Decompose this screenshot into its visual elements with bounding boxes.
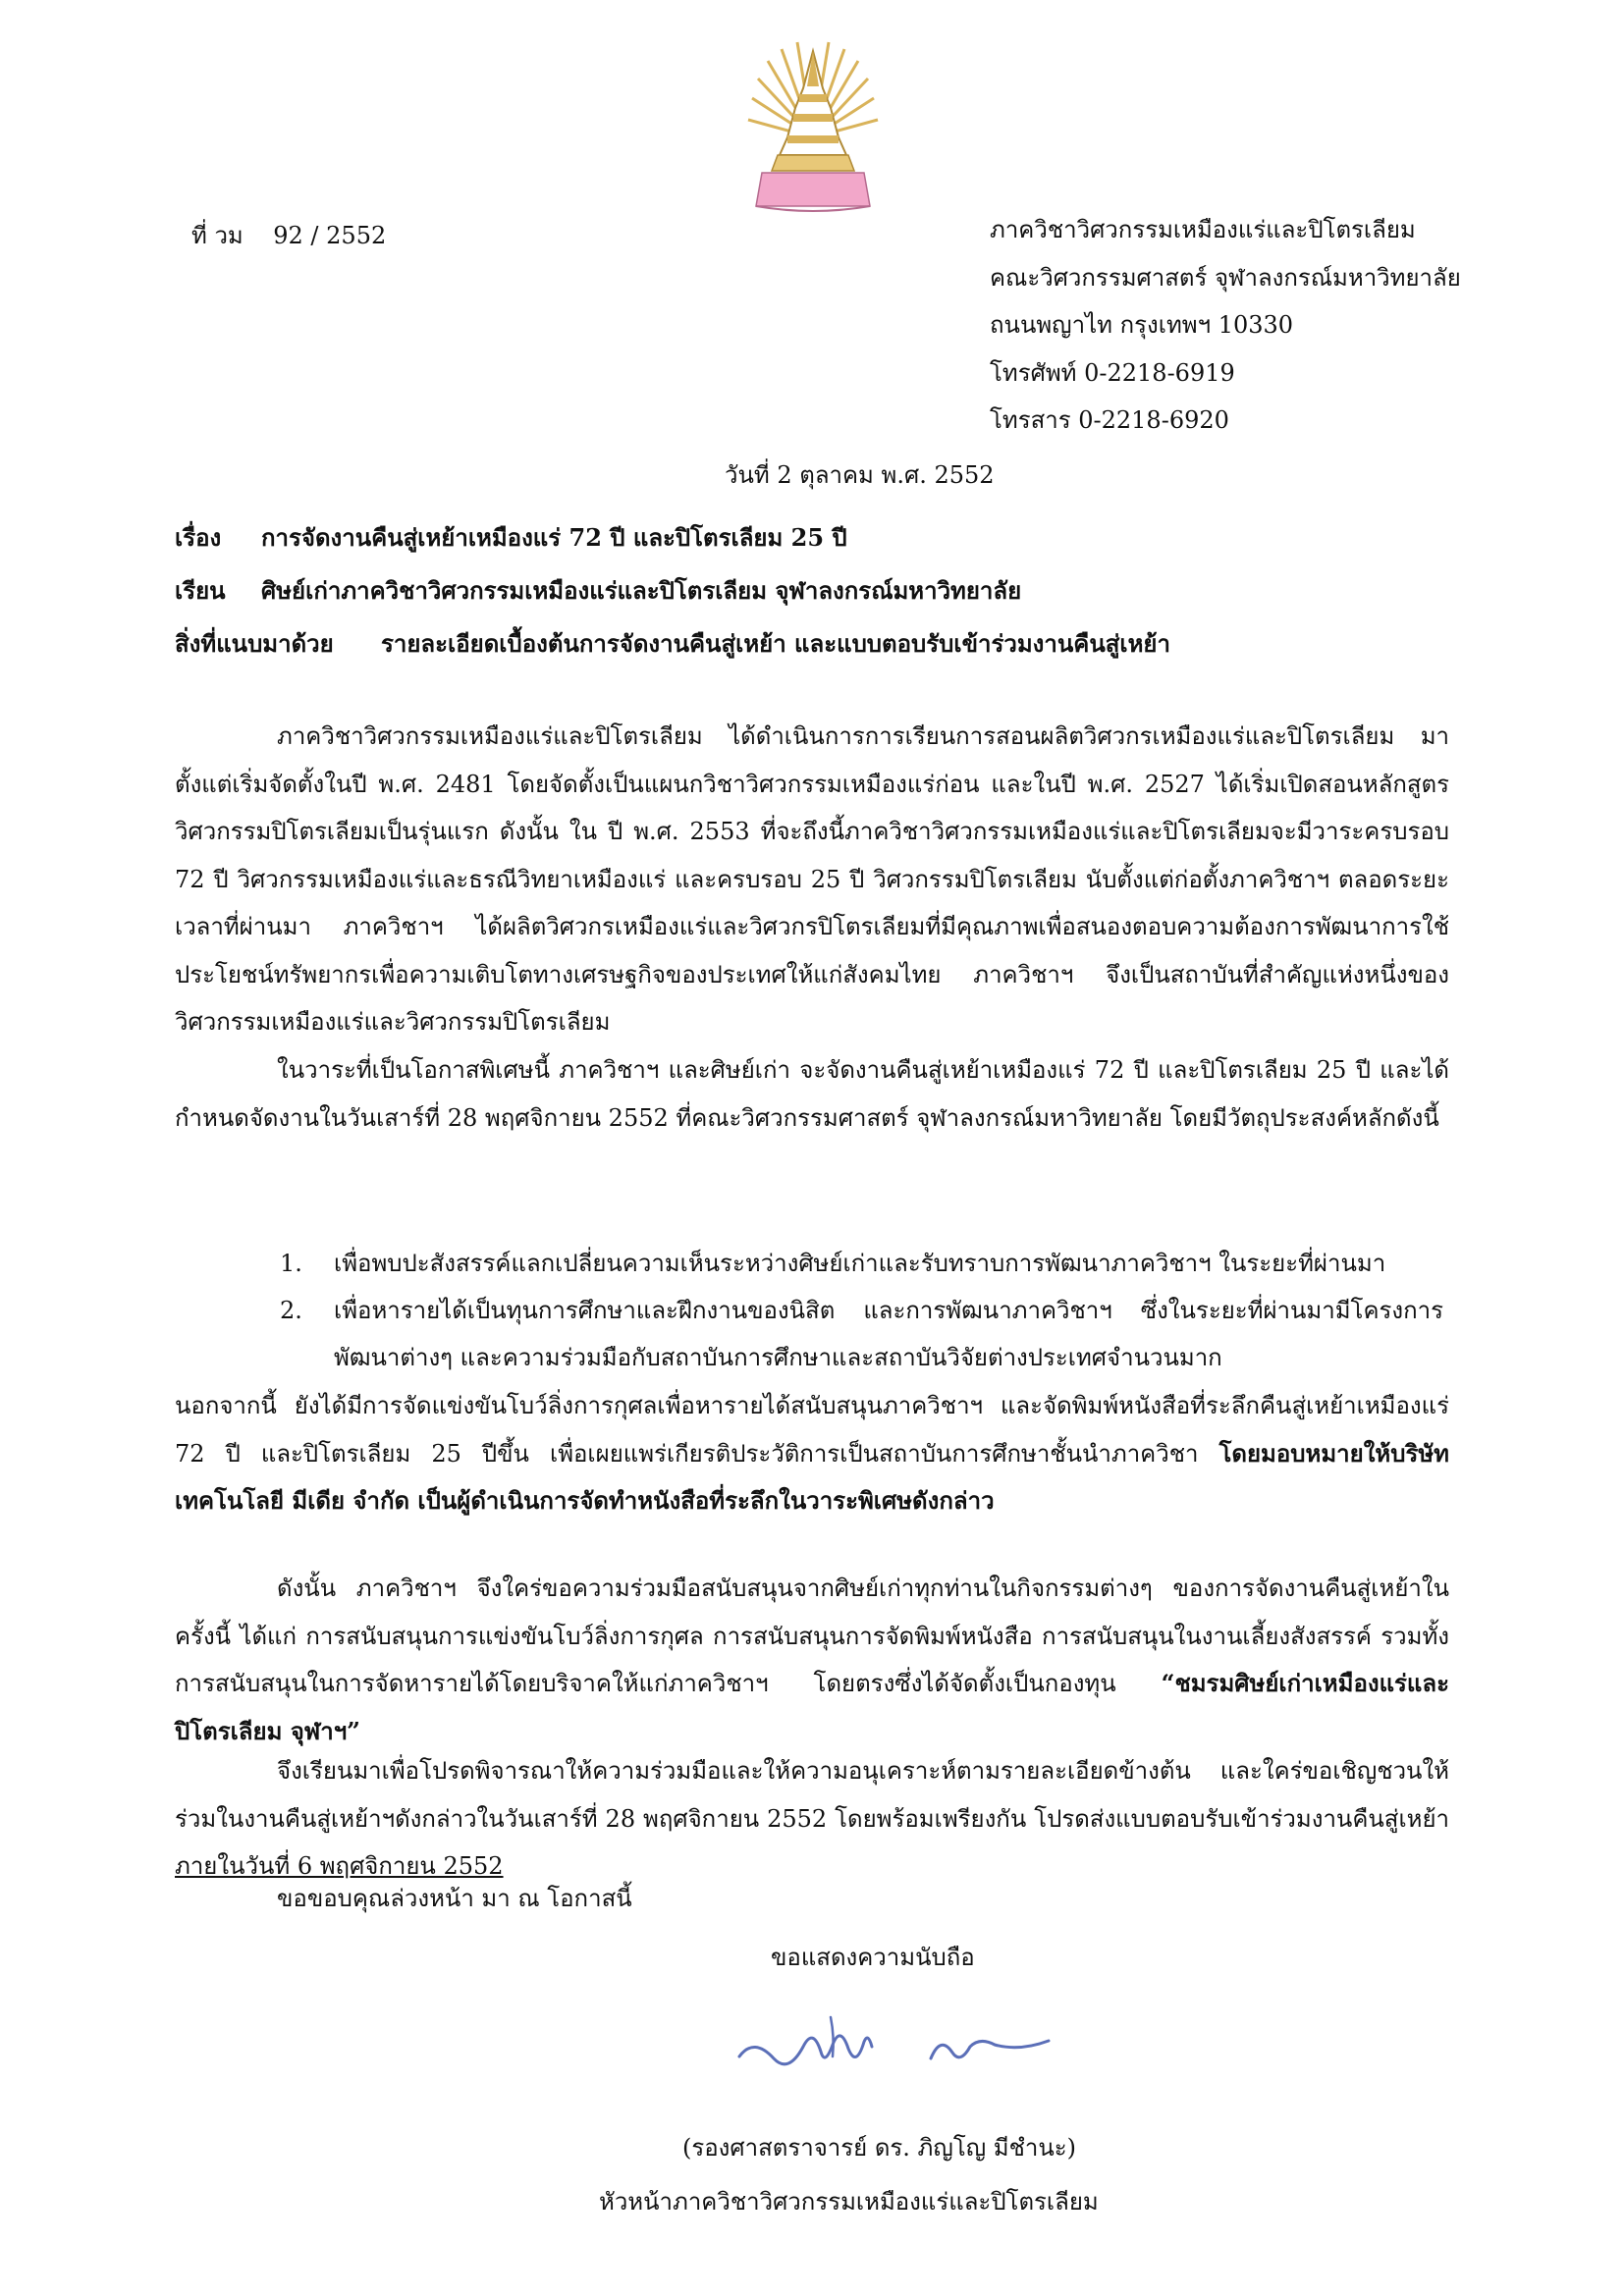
objective-1-text: เพื่อพบปะสังสรรค์แลกเปลี่ยนความเห็นระหว่างศิษย์เก่าและรับทราบการพัฒนาภาควิชาฯ ในระยะที่ผ่านมา — [334, 1250, 1386, 1277]
subject-text: การจัดงานคืนสู่เหย้าเหมืองแร่ 72 ปี และปิโตรเลียม 25 ปี — [261, 523, 847, 552]
body-paragraph-4-bold: “ชมรมศิษย์เก่าเหมืองแร่และปิโตรเลียม จุฬาฯ” — [175, 1669, 1449, 1745]
enclosure-text: รายละเอียดเบื้องต้นการจัดงานคืนสู่เหย้า และแบบตอบรับเข้าร่วมงานคืนสู่เหย้า — [381, 629, 1170, 658]
enclosure-line — [175, 626, 1170, 662]
enclosure-label: สิ่งที่แนบมาด้วย — [175, 629, 334, 658]
subject-line — [175, 520, 847, 556]
body-paragraph-3 — [175, 1382, 1449, 1525]
objective-2-number: 2. — [280, 1297, 302, 1324]
body-paragraph-5 — [175, 1747, 1449, 1891]
body-paragraph-1 — [175, 713, 1449, 1046]
signatory-position: หัวหน้าภาควิชาวิศวกรรมเหมืองแร่และปิโตรเลียม — [599, 2188, 1099, 2216]
subject-label: เรื่อง — [175, 523, 222, 552]
sender-department: ภาควิชาวิศวกรรมเหมืองแร่และปิโตรเลียม — [990, 216, 1416, 243]
objective-1-number: 1. — [280, 1250, 302, 1277]
body-paragraph-3-bold: โดยมอบหมายให้บริษัท เทคโนโลยี มีเดีย จำกัด เป็นผู้ดำเนินการจัดทำหนังสือที่ระลึกในวาระพิเศษดังกล่าว — [175, 1438, 1449, 1515]
body-paragraph-5-deadline: ภายในวันที่ 6 พฤศจิกายน 2552 — [175, 1852, 504, 1880]
sender-phone: โทรศัพท์ 0-2218-6919 — [990, 358, 1235, 387]
signatory-name: (รองศาสตราจารย์ ดร. ภิญโญ มีชำนะ) — [682, 2134, 1077, 2162]
sender-address: ถนนพญาไท กรุงเทพฯ 10330 — [990, 311, 1294, 339]
body-paragraph-4-text: ดังนั้น ภาควิชาฯ จึงใคร่ขอความร่วมมือสนับสนุนจากศิษย์เก่าทุกท่านในกิจกรรมต่างๆ ของการจัดงานคืนสู่เหย้าในครั้งนี้ ได้แก่ การสนับสนุนการแข่งขันโบว์ลิ่งการกุศล การสนับสนุนการจัดพิมพ์หนังสือ การสนับสนุนในงานเลี้ยงสังสรรค์ รวมทั้งการสนับสนุนในการจัดหารายได้โดยบริจาคให้แก่ภาควิชาฯ โดยตรงซึ่งได้จัดตั้งเป็นกองทุน — [175, 1575, 1449, 1697]
recipient-text: ศิษย์เก่าภาควิชาวิศวกรรมเหมืองแร่และปิโตรเลียม จุฬาลงกรณ์มหาวิทยาลัย — [261, 576, 1022, 605]
recipient-line — [175, 573, 1021, 609]
university-emblem — [744, 39, 882, 216]
document-number-value: 92 / 2552 — [273, 222, 387, 249]
objective-2-text: เพื่อหารายได้เป็นทุนการศึกษาและฝึกงานของนิสิต และการพัฒนาภาควิชาฯ ซึ่งในระยะที่ผ่านมามีโครงการพัฒนาต่างๆ และความร่วมมือกับสถาบันการศึกษาและสถาบันวิจัยต่างประเทศจำนวนมาก — [334, 1297, 1443, 1371]
document-number — [191, 218, 386, 253]
body-paragraph-4 — [175, 1565, 1449, 1755]
document-number-label: ที่ วม — [191, 222, 244, 249]
handwritten-signature-icon — [734, 1998, 1058, 2086]
body-paragraph-2 — [175, 1046, 1449, 1142]
sender-fax: โทรสาร 0-2218-6920 — [990, 406, 1229, 434]
recipient-label: เรียน — [175, 576, 226, 605]
sender-address-block — [990, 206, 1461, 445]
closing-regards: ขอแสดงความนับถือ — [771, 1944, 975, 1971]
sender-faculty: คณะวิศวกรรมศาสตร์ จุฬาลงกรณ์มหาวิทยาลัย — [990, 263, 1461, 292]
phra-kiao-emblem-icon — [744, 39, 882, 216]
body-paragraph-3-text: นอกจากนี้ ยังได้มีการจัดแข่งขันโบว์ลิ่งการกุศลเพื่อหารายได้สนับสนุนภาควิชาฯ และจัดพิมพ์หนังสือที่ระลึกคืนสู่เหย้าเหมืองแร่ 72 ปี และปิโตรเลียม 25 ปีขึ้น เพื่อเผยแพร่เกียรติประวัติการเป็นสถาบันการศึกษาชั้นนำภาควิชา — [175, 1392, 1449, 1468]
body-paragraph-5-text: จึงเรียนมาเพื่อโปรดพิจารณาให้ความร่วมมือและให้ความอนุเคราะห์ตามรายละเอียดข้างต้น และใคร่ขอเชิญชวนให้ร่วมในงานคืนสู่เหย้าฯดังกล่าวในวันเสาร์ที่ 28 พฤศจิกายน 2552 โดยพร้อมเพรียงกัน โปรดส่งแบบตอบรับเข้าร่วมงานคืนสู่เหย้า — [175, 1757, 1449, 1833]
letter-date: วันที่ 2 ตุลาคม พ.ศ. 2552 — [725, 461, 995, 489]
body-paragraph-1-text: ภาควิชาวิศวกรรมเหมืองแร่และปิโตรเลียม ได้ดำเนินการการเรียนการสอนผลิตวิศวกรเหมืองแร่และปิโตรเลียม มาตั้งแต่เริ่มจัดตั้งในปี พ.ศ. 2481 โดยจัดตั้งเป็นแผนกวิชาวิศวกรรมเหมืองแร่ก่อน และในปี พ.ศ. 2527 ได้เริ่มเปิดสอนหลักสูตรวิศวกรรมปิโตรเลียมเป็นรุ่นแรก ดังนั้น ใน ปี พ.ศ. 2553 ที่จะถึงนี้ภาควิชาวิศวกรรมเหมืองแร่และปิโตรเลียมจะมีวาระครบรอบ 72 ปี วิศวกรรมเหมืองแร่และธรณีวิทยาเหมืองแร่ และครบรอบ 25 ปี วิศวกรรมปิโตรเลียม นับตั้งแต่ก่อตั้งภาควิชาฯ ตลอดระยะเวลาที่ผ่านมา ภาควิชาฯ ได้ผลิตวิศวกรเหมืองแร่และวิศวกรปิโตรเลียมที่มีคุณภาพเพื่อสนองตอบความต้องการพัฒนาการใช้ประโยชน์ทรัพยากรเพื่อความเติบโตทางเศรษฐกิจของประเทศให้แก่สังคมไทย ภาควิชาฯ จึงเป็นสถาบันที่สำคัญแห่งหนึ่งของวิศวกรรมเหมืองแร่และวิศวกรรมปิโตรเลียม — [175, 722, 1449, 1036]
body-paragraph-2-text: ในวาระที่เป็นโอกาสพิเศษนี้ ภาควิชาฯ และศิษย์เก่า จะจัดงานคืนสู่เหย้าเหมืองแร่ 72 ปี และปิโตรเลียม 25 ปี และได้กำหนดจัดงานในวันเสาร์ที่ 28 พฤศจิกายน 2552 ที่คณะวิศวกรรมศาสตร์ จุฬาลงกรณ์มหาวิทยาลัย โดยมีวัตถุประสงค์หลักดังนี้ — [175, 1056, 1449, 1132]
thanks-line: ขอขอบคุณล่วงหน้า มา ณ โอกาสนี้ — [277, 1885, 632, 1912]
signature — [734, 1998, 1058, 2086]
